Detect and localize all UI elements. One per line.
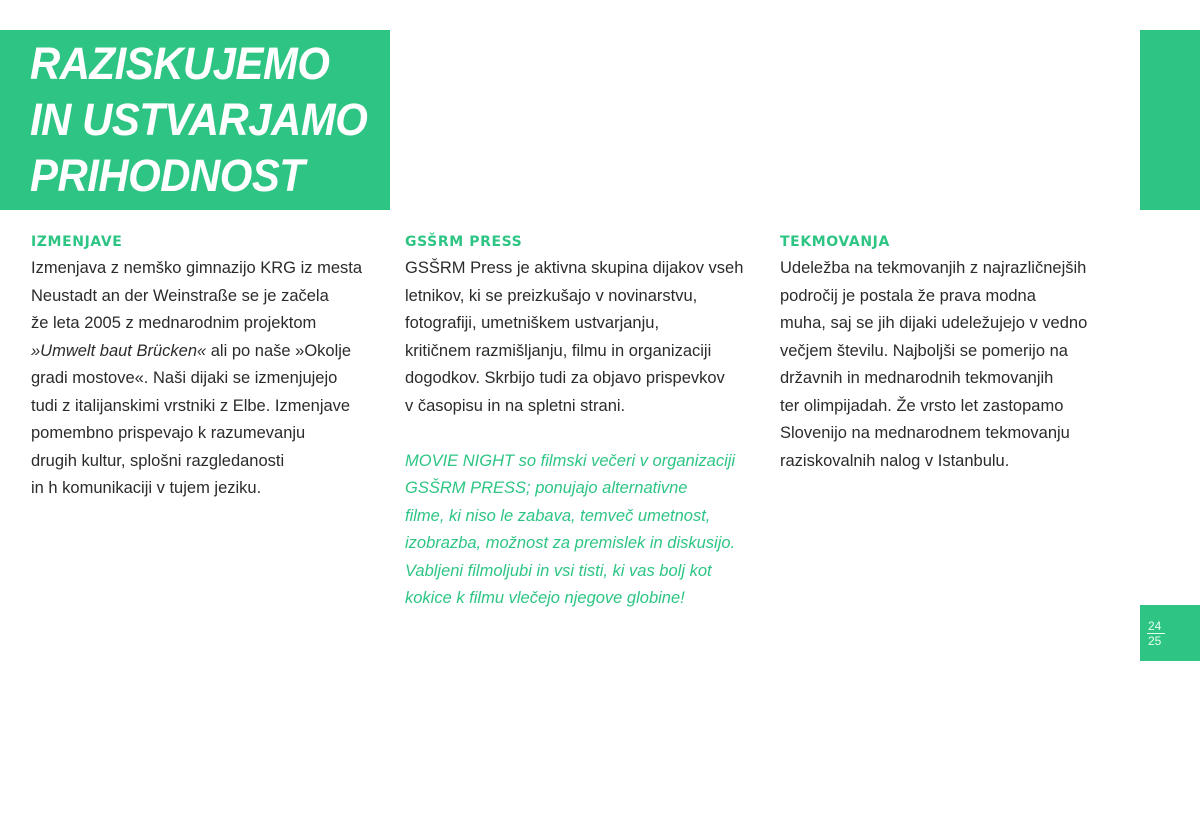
body-line: državnih in mednarodnih tekmovanjih (780, 369, 1054, 387)
title-block (0, 30, 390, 210)
body-line: področij je postala že prava modna (780, 286, 1036, 305)
highlight-line: filme, ki niso le zabava, temveč umetnost, (405, 506, 711, 525)
body-line: gradi mostove«. Naši dijaki se izmenjujejo (31, 369, 338, 387)
column-body (780, 255, 1120, 475)
highlight-line: Vabljeni filmoljubi in vsi tisti, ki vas bolj kot (405, 561, 712, 580)
title-line-3: PRIHODNOST (30, 150, 305, 201)
body-line: drugih kultur, splošni razgledanosti (31, 451, 285, 470)
body-line-rest: ali po naše »Okolje (206, 341, 352, 360)
highlight-line: MOVIE NIGHT so filmski večeri v organizaciji (405, 451, 736, 470)
body-line: večjem številu. Najboljši se pomerijo na (780, 341, 1068, 360)
title-line-2: IN USTVARJAMO (30, 94, 368, 145)
title-line-1: RAZISKUJEMO (30, 38, 330, 89)
body-line: Udeležba na tekmovanjih z najrazličnejših (780, 259, 1087, 277)
page-number-right: 25 (1148, 634, 1162, 648)
column-heading: IZMENJAVE (31, 234, 123, 250)
body-line: pomembno prispevajo k razumevanju (31, 424, 306, 442)
body-line-mixed (31, 338, 376, 366)
body-line: GSŠRM Press je aktivna skupina dijakov vseh (405, 259, 744, 277)
body-line: in h komunikaciji v tujem jeziku. (31, 479, 262, 497)
column-body (405, 255, 760, 420)
highlight-line: kokice k filmu vlečejo njegove globine! (405, 589, 685, 607)
body-line: kritičnem razmišljanju, filmu in organizaciji (405, 341, 712, 360)
body-line: že leta 2005 z mednarodnim projektom (31, 314, 317, 332)
side-tab-decoration (1140, 30, 1200, 210)
body-line: v časopisu in na spletni strani. (405, 396, 626, 415)
column-body (31, 255, 376, 503)
highlight-line: GSŠRM PRESS; ponujajo alternativne (405, 479, 688, 497)
body-line: tudi z italijanskimi vrstniki z Elbe. Izmenjave (31, 396, 351, 415)
column-heading: GSŠRM PRESS (405, 234, 523, 250)
body-line: Izmenjava z nemško gimnazijo KRG iz mesta (31, 259, 363, 277)
italic-project-name: »Umwelt baut Brücken« (31, 341, 207, 360)
column-tekmovanja (780, 232, 1120, 475)
page-number-tab (1140, 605, 1200, 661)
body-line: dogodkov. Skrbijo tudi za objavo prispevkov (405, 369, 725, 387)
column-heading: TEKMOVANJA (780, 234, 890, 250)
body-line: raziskovalnih nalog v Istanbulu. (780, 451, 1010, 470)
movie-night-highlight (405, 448, 760, 613)
column-gssrm-press (405, 232, 760, 613)
highlight-line: izobrazba, možnost za premislek in diskusijo. (405, 534, 736, 552)
body-line: Slovenijo na mednarodnem tekmovanju (780, 424, 1070, 442)
body-line: Neustadt an der Weinstraße se je začela (31, 286, 329, 305)
column-izmenjave (31, 232, 376, 503)
paragraph-gap (405, 420, 760, 448)
body-line: ter olimpijadah. Že vrsto let zastopamo (780, 396, 1064, 415)
body-line: fotografiji, umetniškem ustvarjanju, (405, 314, 660, 332)
page-number-left: 24 (1148, 619, 1162, 633)
body-line: muha, saj se jih dijaki udeležujejo v vedno (780, 314, 1088, 332)
body-line: letnikov, ki se preizkušajo v novinarstvu, (405, 286, 698, 305)
